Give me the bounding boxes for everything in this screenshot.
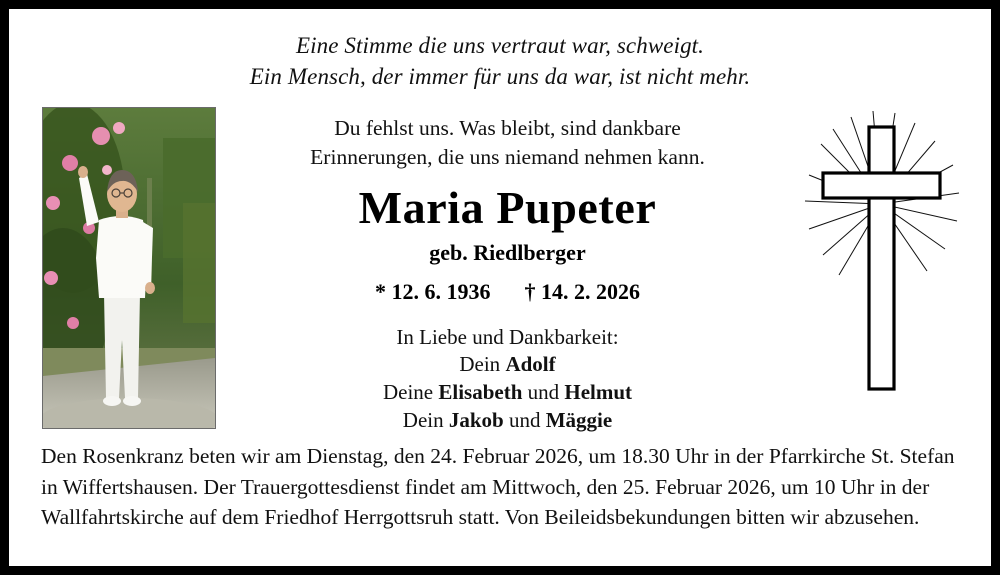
opening-verse-line-2: Ein Mensch, der immer für uns da war, ist nicht mehr. — [249, 63, 751, 89]
family-block — [224, 324, 791, 436]
obituary-inner — [9, 9, 991, 566]
family-row-1 — [224, 351, 791, 379]
life-dates — [224, 279, 791, 305]
secondary-verse — [224, 114, 791, 172]
deceased-name: Maria Pupeter — [358, 182, 657, 234]
family-row-3-prefix: Dein — [402, 408, 449, 433]
family-row-3 — [224, 407, 791, 435]
family-row-2-conj: und — [522, 380, 565, 405]
deceased-maiden-name: geb. Riedlberger — [429, 239, 586, 265]
family-row-3-name-1: Jakob — [448, 408, 504, 433]
opening-verse-line-1: Eine Stimme die uns vertraut war, schweigt. — [295, 33, 705, 58]
portrait-photo-image — [43, 108, 215, 428]
family-heading: In Liebe und Dankbarkeit: — [396, 324, 619, 349]
secondary-verse-line-1: Du fehlst uns. Was bleibt, sind dankbare — [334, 116, 681, 140]
secondary-verse-line-2: Erinnerungen, die uns niemand nehmen kann. — [310, 145, 705, 170]
family-row-2-prefix: Deine — [382, 380, 439, 405]
family-row-2-name-2: Helmut — [564, 380, 633, 405]
birth-date: * 12. 6. 1936 — [375, 278, 491, 304]
family-row-1-name-1: Adolf — [505, 352, 556, 377]
death-date: † 14. 2. 2026 — [524, 278, 640, 304]
center-column — [224, 114, 791, 435]
family-row-2-name-1: Elisabeth — [438, 380, 523, 405]
opening-verse — [9, 9, 991, 92]
family-row-3-conj: und — [503, 408, 546, 433]
cross-icon — [803, 109, 963, 399]
family-row-2 — [224, 379, 791, 407]
portrait-photo — [42, 107, 216, 429]
funeral-details: Den Rosenkranz beten wir am Dienstag, den 24. Februar 2026, um 18.30 Uhr in der Pfarrkirche St. Stefan in Wiffertshausen. Der Trauergottesdienst findet am Mittwoch, den 25. Februar 2026, um 10 Uhr in der Wallfahrtskirche auf dem Friedhof Herrgottsruh statt. Von Beileidsbekundungen bitten wir abzusehen. — [41, 444, 955, 530]
cross-icon-graphic — [803, 109, 963, 399]
family-row-3-name-2: Mäggie — [545, 408, 613, 433]
family-row-1-prefix: Dein — [459, 352, 506, 377]
